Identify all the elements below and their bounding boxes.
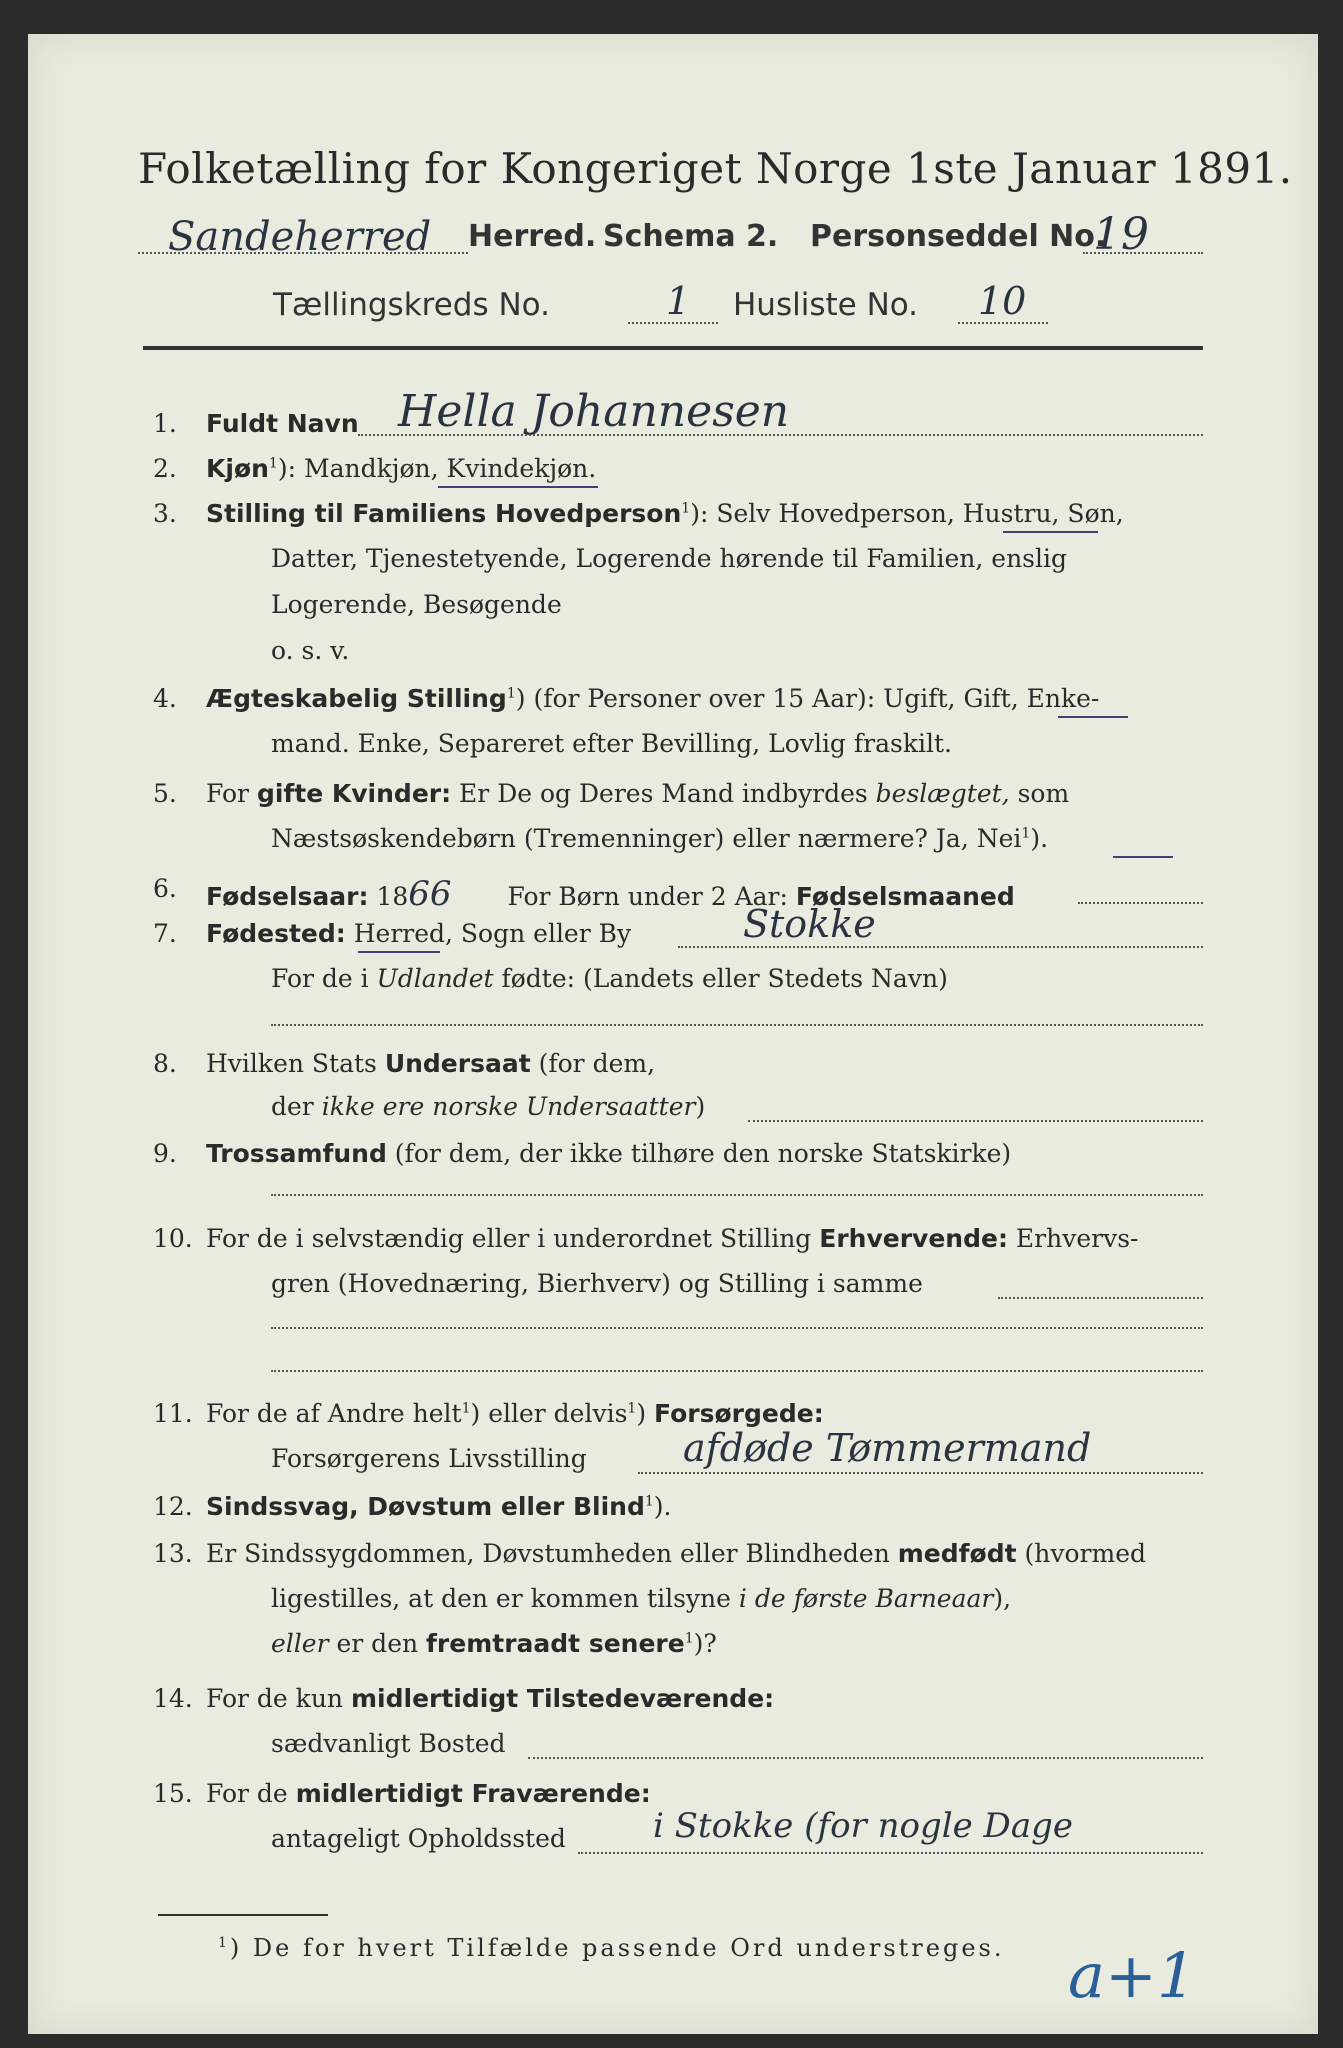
form-title: Folketælling for Kongeriget Norge 1ste Januar 1891. bbox=[138, 144, 1293, 193]
q3-line1: Stilling til Familiens Hovedperson$^1$): Selv Hovedperson, Hustru, Søn, bbox=[206, 499, 1124, 528]
q2-number: 2. bbox=[153, 454, 177, 483]
q8-line1: Hvilken Stats Undersaat (for dem, bbox=[206, 1049, 656, 1078]
underline-herred bbox=[358, 951, 440, 953]
taellingskreds-value: 1 bbox=[666, 279, 691, 323]
q12-number: 12. bbox=[153, 1492, 193, 1521]
q11-line2: Forsørgerens Livsstilling bbox=[271, 1444, 587, 1473]
q1-label: Fuldt Navn bbox=[206, 409, 359, 438]
q13-line3: eller er den fremtraadt senere$^1$)? bbox=[271, 1629, 717, 1658]
temporary-residence-value: i Stokke (for nogle Dage bbox=[653, 1806, 1073, 1846]
q8-line2: der ikke ere norske Undersaatter) bbox=[271, 1092, 706, 1121]
q10-number: 10. bbox=[153, 1224, 193, 1253]
q3-line4: o. s. v. bbox=[271, 636, 350, 665]
q5-line2: Næstsøskendebørn (Tremenninger) eller nærmere? Ja, Nei$^1$). bbox=[271, 824, 1049, 853]
husliste-label: Husliste No. bbox=[733, 287, 919, 323]
q15-line1: For de midlertidigt Fraværende: bbox=[206, 1779, 651, 1808]
herred-label: Herred. bbox=[468, 219, 597, 254]
underline-hustru bbox=[1003, 531, 1098, 533]
q10-line1: For de i selvstændig eller i underordnet Stilling Erhvervende: Erhvervs- bbox=[206, 1224, 1139, 1253]
q3-line3: Logerende, Besøgende bbox=[271, 590, 562, 619]
q8-number: 8. bbox=[153, 1049, 177, 1078]
q4-line1: Ægteskabelig Stilling$^1$) (for Personer over 15 Aar): Ugift, Gift, Enke- bbox=[206, 684, 1100, 713]
q7-number: 7. bbox=[153, 919, 177, 948]
q7-line2: For de i Udlandet fødte: (Landets eller Stedets Navn) bbox=[271, 964, 948, 993]
q9-number: 9. bbox=[153, 1139, 177, 1168]
q12-line1: Sindssvag, Døvstum eller Blind$^1$). bbox=[206, 1492, 672, 1521]
q14-line1: For de kun midlertidigt Tilstedeværende: bbox=[206, 1684, 775, 1713]
q4-line2: mand. Enke, Separeret efter Bevilling, Lovlig fraskilt. bbox=[271, 729, 952, 758]
q1-number: 1. bbox=[153, 409, 177, 438]
underline-gift bbox=[1058, 716, 1128, 718]
q15-number: 15. bbox=[153, 1779, 193, 1808]
q2-text: Kjøn$^1$): Mandkjøn, Kvindekjøn. bbox=[206, 454, 597, 483]
q11-number: 11. bbox=[153, 1399, 193, 1428]
q10-line2: gren (Hovednæring, Bierhverv) og Stilling i samme bbox=[271, 1269, 923, 1298]
schema-label: Schema 2. bbox=[603, 219, 779, 254]
underline-kvindekjon bbox=[438, 486, 598, 488]
q6-line: Fødselsaar: 1866 For Børn under 2 Aar: Fødselsmaaned bbox=[206, 874, 1015, 914]
q13-line1: Er Sindssygdommen, Døvstumheden eller Blindheden medfødt (hvormed bbox=[206, 1539, 1146, 1568]
q4-number: 4. bbox=[153, 684, 177, 713]
q5-number: 5. bbox=[153, 779, 177, 808]
personseddel-label: Personseddel No. bbox=[810, 219, 1107, 254]
q13-line2: ligestilles, at den er kommen tilsyne i de første Barneaar), bbox=[271, 1584, 1012, 1613]
q6-number: 6. bbox=[153, 874, 177, 903]
birth-year-value: 66 bbox=[408, 874, 452, 914]
q13-number: 13. bbox=[153, 1539, 193, 1568]
q3-line2: Datter, Tjenestetyende, Logerende hørende til Familien, enslig bbox=[271, 544, 1068, 573]
provider-occupation-value: afdøde Tømmermand bbox=[683, 1426, 1092, 1470]
husliste-value: 10 bbox=[978, 279, 1027, 323]
underline-nei bbox=[1113, 856, 1173, 858]
q7-line1: Fødested: Herred, Sogn eller By bbox=[206, 919, 632, 948]
q5-line1: For gifte Kvinder: Er De og Deres Mand indbyrdes beslægtet, som bbox=[206, 779, 1070, 808]
taellingskreds-label: Tællingskreds No. bbox=[273, 287, 550, 323]
archive-mark: a+1 bbox=[1068, 1939, 1197, 2012]
header-rule bbox=[143, 346, 1203, 350]
footnote-rule bbox=[158, 1914, 328, 1916]
q11-line1: For de af Andre helt$^1$) eller delvis$^1$) Forsørgede: bbox=[206, 1399, 824, 1428]
census-form-sheet bbox=[28, 34, 1318, 2034]
q3-number: 3. bbox=[153, 499, 177, 528]
full-name-value: Hella Johannesen bbox=[398, 386, 790, 437]
herred-value: Sandeherred bbox=[168, 214, 432, 260]
q14-number: 14. bbox=[153, 1684, 193, 1713]
q14-line2: sædvanligt Bosted bbox=[271, 1729, 506, 1758]
personseddel-value: 19 bbox=[1093, 209, 1149, 260]
footnote: $^1$) De for hvert Tilfælde passende Ord understreges. bbox=[218, 1934, 1005, 1962]
q9-line1: Trossamfund (for dem, der ikke tilhøre den norske Statskirke) bbox=[206, 1139, 1012, 1168]
q15-line2: antageligt Opholdssted bbox=[271, 1824, 566, 1853]
birthplace-value: Stokke bbox=[743, 902, 876, 946]
